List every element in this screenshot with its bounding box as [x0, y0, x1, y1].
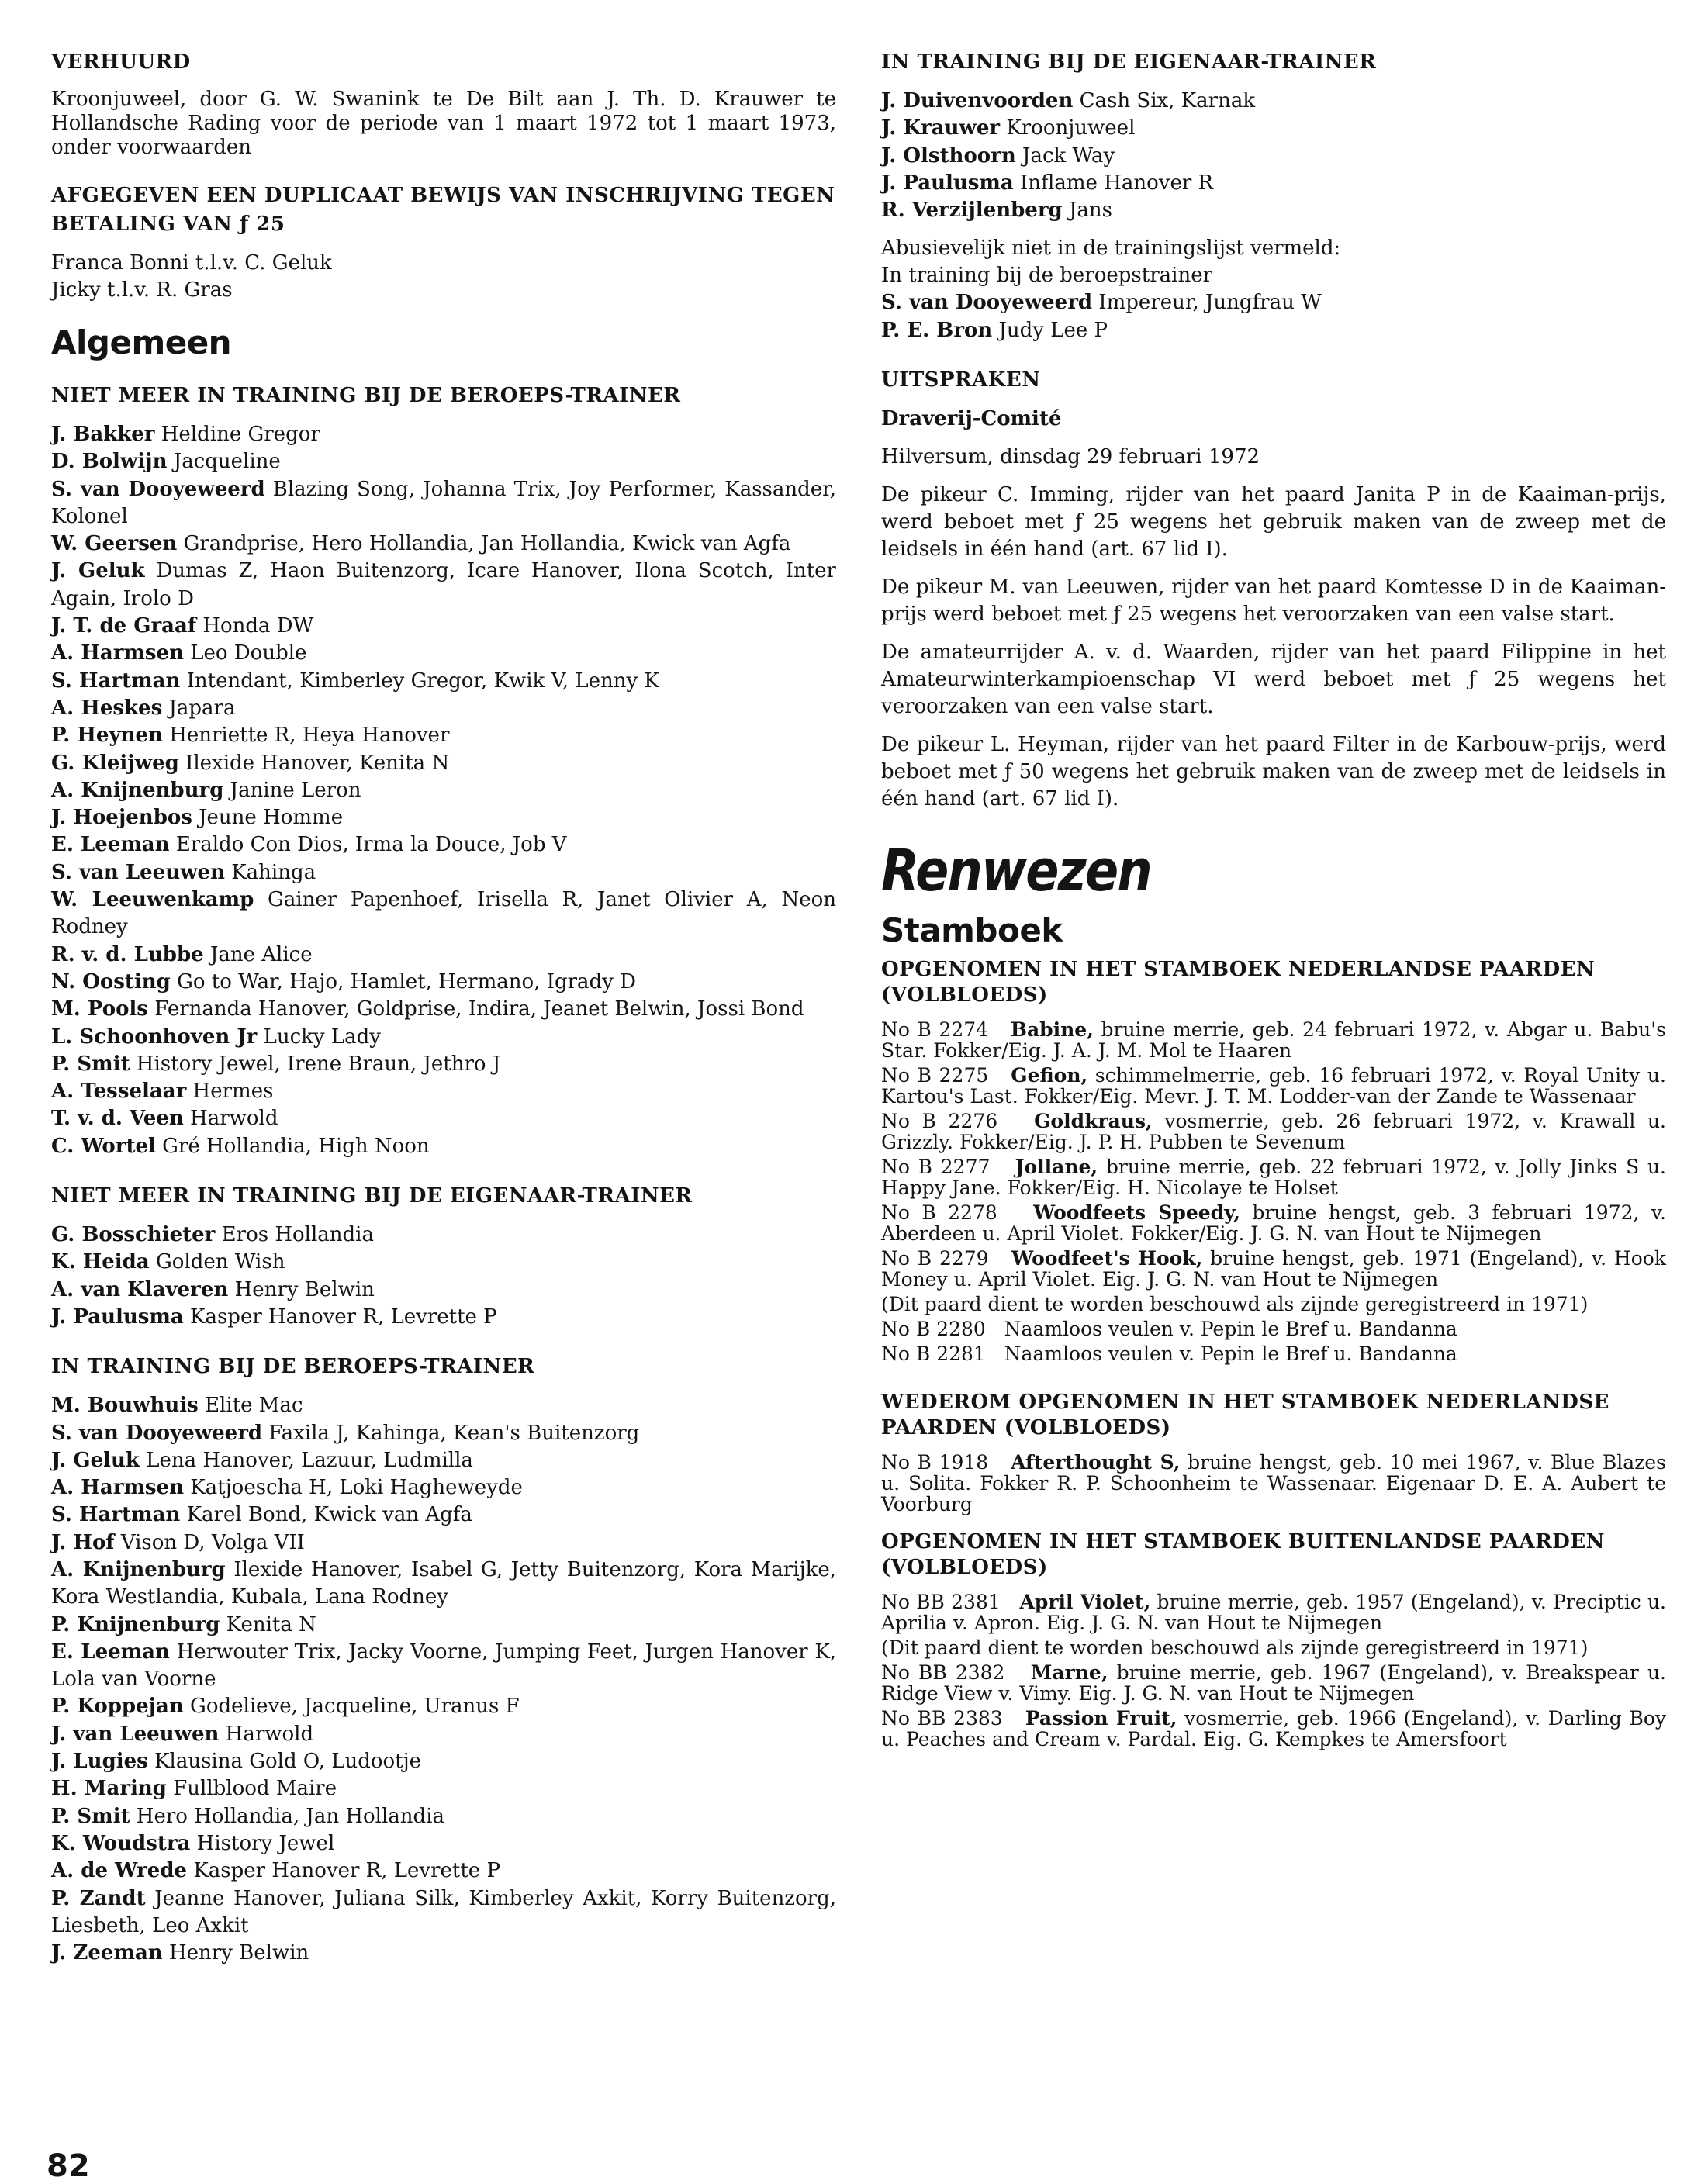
entry-no: No B 2280: [881, 1318, 986, 1341]
duplicaat-item: Jicky t.l.v. R. Gras: [51, 278, 233, 302]
horse-names: Kasper Hanover R, Levrette P: [190, 1305, 497, 1329]
list-item: [881, 170, 1666, 197]
verhuurd-heading: VERHUURD: [51, 50, 191, 74]
horse-names: Cash Six, Karnak: [1079, 89, 1256, 112]
horse-names: Jans: [1068, 199, 1112, 223]
horse-names: Vison D, Volga VII: [120, 1530, 305, 1554]
entry-no: No BB 2382: [881, 1661, 1005, 1685]
trainer-name: K. Heida: [51, 1250, 150, 1274]
horse-names: Inflame Hanover R: [1020, 171, 1214, 195]
duplicaat-list: [51, 250, 836, 304]
entry-no: No B 2279: [881, 1247, 989, 1270]
horse-names: Fernanda Hanover, Goldprise, Indira, Jeanet Belwin, Jossi Bond: [154, 997, 804, 1021]
buitenland-entry: [881, 1662, 1666, 1704]
stamboek-entry: [881, 1019, 1666, 1061]
horse-names: Jeune Homme: [199, 806, 344, 830]
list-item: [51, 1304, 836, 1331]
horse-names: Karel Bond, Kwick van Agfa: [186, 1503, 472, 1527]
list-item: [51, 476, 836, 531]
entry-no: No B 2276: [881, 1110, 998, 1133]
trainer-name: A. Knijnenburg: [51, 778, 224, 802]
uitspraken-date: Hilversum, dinsdag 29 februari 1972: [881, 445, 1260, 469]
stamboek-entry: [881, 1156, 1666, 1198]
list-item: [51, 1447, 836, 1474]
entry-text: bruine merrie, geb. 1967 (Engeland), v. Breakspear u. Ridge View v. Vimy. Eig. J. G. N. van Hout te Nijmegen: [881, 1661, 1667, 1705]
horse-names: Kenita N: [226, 1612, 316, 1636]
entry-text: bruine merrie, geb. 22 februari 1972, v. Jolly Jinks S u. Happy Jane. Fokker/Eig. H. Nicolaye te Holset: [881, 1156, 1667, 1200]
trainer-name: J. Lugies: [51, 1750, 148, 1774]
buitenland-entry: [881, 1591, 1666, 1633]
horse-names: Janine Leron: [230, 778, 361, 802]
horse-names: Henry Belwin: [168, 1941, 309, 1965]
horse-names: Dumas Z, Haon Buitenzorg, Icare Hanover, Ilona Scotch, Inter Again, Irolo D: [51, 559, 836, 610]
trainer-name: J. Hof: [51, 1530, 115, 1554]
in-eigenaar-list: [881, 88, 1666, 224]
entry-no: No BB 2381: [881, 1591, 1001, 1614]
in-beroeps-list: [51, 1392, 836, 1967]
list-item: [881, 115, 1666, 142]
abusievelijk-line-2: In training bij de beroepstrainer: [881, 264, 1213, 288]
trainer-name: P. Smit: [51, 1804, 130, 1828]
list-item: [51, 558, 836, 613]
trainer-name: D. Bolwijn: [51, 450, 168, 474]
trainer-name: J. Zeeman: [51, 1941, 163, 1965]
trainer-name: J. Geluk: [51, 1448, 140, 1472]
trainer-name: A. Heskes: [51, 696, 163, 720]
trainer-name: W. Leeuwenkamp: [51, 888, 254, 912]
horse-names: Eros Hollandia: [221, 1223, 374, 1247]
trainer-name: K. Woudstra: [51, 1831, 191, 1855]
horse-names: Henry Belwin: [234, 1277, 375, 1301]
trainer-name: A. Harmsen: [51, 1476, 184, 1500]
trainer-name: J. Krauwer: [881, 116, 1001, 140]
list-item: [51, 421, 836, 448]
stamboek-entry: [881, 1065, 1666, 1107]
list-item: [51, 1940, 836, 1967]
in-beroeps-heading: IN TRAINING BIJ DE BEROEPS-TRAINER: [51, 1355, 535, 1379]
horse-names: Jacqueline: [173, 450, 281, 474]
trainer-name: J. Olsthoorn: [881, 143, 1016, 168]
list-item: [51, 1639, 836, 1694]
list-item: [51, 1392, 836, 1419]
stamboek-heading: Stamboek: [881, 911, 1063, 950]
uitspraak-paragraph: De amateurrijder A. v. d. Waarden, rijder van het paard Filippine in het Amateurwinterkampioenschap VI werd beboet met ƒ 25 wegens het veroorzaken van een valse start.: [881, 641, 1666, 719]
stamboek-entry: [881, 1111, 1666, 1152]
list-item: [51, 996, 836, 1023]
entry-text: bruine merrie, geb. 1957 (Engeland), v. Preciptic u. Aprilia v. Apron. Eig. J. G. N. van Hout te Nijmegen: [881, 1591, 1666, 1635]
eigenaar-heading: NIET MEER IN TRAINING BIJ DE EIGENAAR-TRAINER: [51, 1184, 693, 1208]
entry-horse: Babine,: [1010, 1018, 1094, 1042]
algemeen-heading: Algemeen: [51, 323, 232, 361]
horse-names: Go to War, Hajo, Hamlet, Hermano, Igrady D: [177, 969, 636, 994]
beroeps-heading: NIET MEER IN TRAINING BIJ DE BEROEPS-TRAINER: [51, 384, 681, 407]
trainer-name: T. v. d. Veen: [51, 1107, 184, 1131]
duplicaat-item: Franca Bonni t.l.v. C. Geluk: [51, 251, 332, 275]
duplicaat-heading: AFGEGEVEN EEN DUPLICAAT BEWIJS VAN INSCHRIJVING TEGEN BETALING VAN ƒ 25: [51, 184, 835, 236]
trainer-name: W. Geersen: [51, 532, 178, 556]
stamboek-entry: [881, 1318, 1666, 1339]
renwezen-heading: Renwezen: [881, 838, 1152, 905]
trainer-name: R. Verzijlenberg: [881, 199, 1063, 223]
trainer-name: P. Smit: [51, 1052, 130, 1076]
list-item: [51, 1051, 836, 1078]
stamboek-note: (Dit paard dient te worden beschouwd als zijnde geregistreerd in 1971): [881, 1293, 1589, 1316]
horse-names: Hermes: [192, 1080, 274, 1104]
horse-names: Klausina Gold O, Ludootje: [154, 1750, 422, 1774]
horse-names: Ilexide Hanover, Kenita N: [185, 751, 450, 775]
horse-names: Honda DW: [202, 614, 314, 638]
entry-no: No B 2277: [881, 1156, 991, 1179]
entry-no: No B 1918: [881, 1451, 989, 1474]
in-eigenaar-heading: IN TRAINING BIJ DE EIGENAAR-TRAINER: [881, 50, 1377, 74]
list-item: [51, 1078, 836, 1105]
list-item: [51, 1803, 836, 1830]
horse-names: Heldine Gregor: [161, 423, 320, 446]
entry-horse: Gefion,: [1011, 1064, 1088, 1087]
trainer-name: P. Heynen: [51, 724, 163, 748]
right-column: [881, 48, 1666, 1754]
trainer-name: S. Hartman: [51, 1503, 181, 1527]
entry-no: No BB 2383: [881, 1707, 1003, 1730]
entry-horse: Woodfeet's Hook,: [1011, 1247, 1203, 1270]
entry-horse: Jollane,: [1015, 1156, 1098, 1179]
horse-names: History Jewel: [196, 1831, 335, 1855]
trainer-name: S. van Leeuwen: [51, 860, 225, 884]
list-item: [881, 317, 1666, 344]
horse-names: Katjoescha H, Loki Hagheweyde: [190, 1476, 523, 1500]
uitspraak-paragraph: De pikeur C. Imming, rijder van het paard Janita P in de Kaaiman-prijs, werd beboet met ƒ 25 wegens het gebruik maken van de zweep met de leidsels in één hand (art. 67 lid I).: [881, 483, 1666, 562]
uitspraak-paragraph: De pikeur M. van Leeuwen, rijder van het paard Komtesse D in de Kaaiman-prijs werd beboet met ƒ 25 wegens het veroorzaken van een valse start.: [881, 575, 1666, 627]
horse-names: Kahinga: [231, 860, 316, 884]
list-item: [51, 1830, 836, 1857]
horse-names: Impereur, Jungfrau W: [1098, 291, 1322, 315]
list-item: [51, 777, 836, 804]
trainer-name: E. Leeman: [51, 1640, 170, 1664]
list-item: [51, 640, 836, 667]
uitspraak-paragraph: De pikeur L. Heyman, rijder van het paard Filter in de Karbouw-prijs, werd beboet met ƒ 50 wegens het gebruik maken van de zweep met de leidsels in één hand (art. 67 lid I).: [881, 733, 1666, 811]
wederom-entry: [881, 1452, 1666, 1515]
horse-names: Intendant, Kimberley Gregor, Kwik V, Lenny K: [186, 669, 659, 693]
trainer-name: M. Bouwhuis: [51, 1394, 199, 1418]
list-item: [51, 1024, 836, 1051]
list-item: [51, 831, 836, 859]
entry-no: No B 2275: [881, 1064, 989, 1087]
stamboek-extra-list: [881, 1318, 1666, 1364]
trainer-name: S. van Dooyeweerd: [51, 477, 265, 501]
horse-names: Herwouter Trix, Jacky Voorne, Jumping Feet, Jurgen Hanover K, Lola van Voorne: [51, 1640, 837, 1692]
horse-names: Grandprise, Hero Hollandia, Jan Hollandia, Kwick van Agfa: [183, 532, 791, 556]
horse-names: Eraldo Con Dios, Irma la Douce, Job V: [175, 833, 567, 857]
trainer-name: H. Maring: [51, 1777, 167, 1801]
trainer-name: P. Knijnenburg: [51, 1612, 220, 1636]
entry-text: bruine hengst, geb. 3 februari 1972, v. Aberdeen u. April Violet. Fokker/Eig. J. G. N. van Hout te Nijmegen: [881, 1201, 1667, 1246]
entry-horse: Marne,: [1030, 1661, 1108, 1685]
horse-names: Ilexide Hanover, Isabel G, Jetty Buitenzorg, Kora Marijke, Kora Westlandia, Kubala, Lana Rodney: [51, 1557, 836, 1609]
trainer-name: A. Harmsen: [51, 641, 184, 665]
list-item: [881, 197, 1666, 224]
entry-no: No B 2278: [881, 1201, 997, 1225]
abusievelijk-list: [881, 289, 1666, 344]
entry-horse: Woodfeets Speedy,: [1033, 1201, 1240, 1225]
list-item: [51, 1529, 836, 1557]
horse-names: Golden Wish: [155, 1250, 285, 1274]
trainer-name: J. Bakker: [51, 423, 155, 446]
list-item: [51, 613, 836, 640]
trainer-name: S. Hartman: [51, 669, 181, 693]
horse-names: Hero Hollandia, Jan Hollandia: [136, 1804, 444, 1828]
list-item: [51, 1775, 836, 1802]
trainer-name: E. Leeman: [51, 833, 170, 857]
uitspraken-heading: UITSPRAKEN: [881, 368, 1041, 392]
entry-text: bruine hengst, geb. 10 mei 1967, v. Blue Blazes u. Solita. Fokker R. P. Schoonheim te Wassenaar. Eigenaar D. E. A. Aubert te Voorburg: [881, 1451, 1666, 1516]
list-item: [51, 1612, 836, 1639]
entry-text: Naamloos veulen v. Pepin le Bref u. Bandanna: [1004, 1318, 1457, 1341]
horse-names: Lena Hanover, Lazuur, Ludmilla: [146, 1448, 473, 1472]
list-item: [51, 859, 836, 886]
horse-names: Jane Alice: [209, 942, 313, 966]
list-item: [51, 1885, 836, 1940]
verhuurd-text: Kroonjuweel, door G. W. Swanink te De Bilt aan J. Th. D. Krauwer te Hollandsche Rading voor de periode van 1 maart 1972 tot 1 maart 1973, onder voorwaarden: [51, 88, 836, 159]
horse-names: History Jewel, Irene Braun, Jethro J: [136, 1052, 501, 1076]
entry-horse: April Violet,: [1019, 1591, 1151, 1614]
list-item: [51, 668, 836, 695]
entry-text: vosmerrie, geb. 26 februari 1972, v. Krawall u. Grizzly. Fokker/Eig. J. P. H. Pubben te Sevenum: [881, 1110, 1666, 1154]
trainer-name: J. Geluk: [51, 559, 145, 583]
trainer-name: J. van Leeuwen: [51, 1722, 220, 1746]
entry-text: bruine hengst, geb. 1971 (Engeland), v. Hook Money u. April Violet. Eig. J. G. N. van Hout te Nijmegen: [881, 1247, 1666, 1291]
uitspraken-paragraphs: [881, 482, 1666, 813]
horse-names: Elite Mac: [205, 1394, 303, 1418]
trainer-name: P. Koppejan: [51, 1695, 184, 1719]
comite-label: Draverij-Comité: [881, 407, 1062, 431]
list-item: [51, 448, 836, 475]
list-item: [51, 1721, 836, 1748]
stamboek-entry: [881, 1343, 1666, 1364]
stamboek-entry: [881, 1248, 1666, 1290]
buitenland-list: [881, 1591, 1666, 1750]
entry-no: No B 2281: [881, 1343, 986, 1366]
trainer-name: J. Paulusma: [51, 1305, 184, 1329]
trainer-name: M. Pools: [51, 997, 148, 1021]
list-item: [51, 1105, 836, 1132]
horse-names: Jeanne Hanover, Juliana Silk, Kimberley Axkit, Korry Buitenzorg, Liesbeth, Leo Axkit: [51, 1886, 836, 1937]
trainer-name: G. Kleijweg: [51, 751, 179, 775]
list-item: [51, 1857, 836, 1885]
list-item: [51, 1748, 836, 1775]
page-number: 82: [47, 2148, 90, 2184]
trainer-name: R. v. d. Lubbe: [51, 942, 204, 966]
trainer-name: A. Tesselaar: [51, 1080, 187, 1104]
horse-names: Godelieve, Jacqueline, Uranus F: [190, 1695, 520, 1719]
trainer-name: P. E. Bron: [881, 318, 993, 342]
list-item: [51, 886, 836, 942]
horse-names: Blazing Song, Johanna Trix, Joy Performer, Kassander, Kolonel: [51, 477, 836, 528]
list-item: [51, 1474, 836, 1502]
list-item: [51, 1222, 836, 1249]
list-item: [51, 1277, 836, 1304]
list-item: [51, 942, 836, 969]
horse-names: Jack Way: [1022, 143, 1115, 168]
trainer-name: J. Hoejenbos: [51, 806, 192, 830]
horse-names: Gainer Papenhoef, Irisella R, Janet Olivier A, Neon Rodney: [51, 888, 836, 939]
trainer-name: J. Duivenvoorden: [881, 89, 1074, 112]
horse-names: Faxila J, Kahinga, Kean's Buitenzorg: [268, 1421, 640, 1445]
list-item: [51, 969, 836, 996]
entry-text: vosmerrie, geb. 1966 (Engeland), v. Darling Boy u. Peaches and Cream v. Pardal. Eig. G. Kempkes te Amersfoort: [881, 1707, 1667, 1751]
buitenland-note: (Dit paard dient te worden beschouwd als zijnde geregistreerd in 1971): [881, 1636, 1589, 1660]
horse-names: Japara: [168, 696, 236, 720]
horse-names: Gré Hollandia, High Noon: [162, 1134, 430, 1158]
list-item: [51, 530, 836, 558]
list-item: [51, 1133, 836, 1160]
list-item: [51, 1502, 836, 1529]
abusievelijk-line-1: Abusievelijk niet in de trainingslijst vermeld:: [881, 237, 1341, 261]
entry-text: schimmelmerrie, geb. 16 februari 1972, v. Royal Unity u. Kartou's Last. Fokker/Eig. Mevr. J. T. M. Lodder-van der Zande te Wassenaar: [881, 1064, 1666, 1108]
list-item: [51, 1249, 836, 1276]
horse-names: Henriette R, Heya Hanover: [169, 724, 450, 748]
trainer-name: C. Wortel: [51, 1134, 156, 1158]
stamboek-title: OPGENOMEN IN HET STAMBOEK NEDERLANDSE PAARDEN (VOLBLOEDS): [881, 958, 1596, 1007]
list-item: [51, 722, 836, 749]
stamboek-list: [881, 1019, 1666, 1290]
trainer-name: A. van Klaveren: [51, 1277, 229, 1301]
entry-text: bruine merrie, geb. 24 februari 1972, v. Abgar u. Babu's Star. Fokker/Eig. J. A. J. M. Mol te Haaren: [881, 1018, 1666, 1063]
list-item: [51, 1693, 836, 1720]
entry-no: No B 2274: [881, 1018, 989, 1042]
trainer-name: L. Schoonhoven Jr: [51, 1025, 258, 1049]
buitenland-title: OPGENOMEN IN HET STAMBOEK BUITENLANDSE PAARDEN (VOLBLOEDS): [881, 1530, 1605, 1580]
trainer-name: N. Oosting: [51, 969, 171, 994]
trainer-name: A. Knijnenburg: [51, 1557, 226, 1581]
horse-names: Judy Lee P: [998, 318, 1108, 342]
wederom-title: WEDEROM OPGENOMEN IN HET STAMBOEK NEDERLANDSE PAARDEN (VOLBLOEDS): [881, 1391, 1609, 1440]
stamboek-entry: [881, 1202, 1666, 1244]
list-item: [881, 88, 1666, 115]
horse-names: Kasper Hanover R, Levrette P: [193, 1859, 500, 1883]
horse-names: Leo Double: [190, 641, 307, 665]
trainer-name: G. Bosschieter: [51, 1223, 216, 1247]
eigenaar-list: [51, 1222, 836, 1331]
trainer-name: P. Zandt: [51, 1886, 146, 1910]
entry-horse: Afterthought S,: [1011, 1451, 1181, 1474]
list-item: [51, 1420, 836, 1447]
entry-horse: Goldkraus,: [1034, 1110, 1153, 1133]
horse-names: Kroonjuweel: [1006, 116, 1136, 140]
list-item: [881, 143, 1666, 170]
buitenland-entry: [881, 1708, 1666, 1750]
trainer-name: S. van Dooyeweerd: [51, 1421, 263, 1445]
horse-names: Harwold: [225, 1722, 314, 1746]
list-item: [881, 289, 1666, 316]
trainer-name: J. Paulusma: [881, 171, 1014, 195]
trainer-name: J. T. de Graaf: [51, 614, 197, 638]
entry-text: Naamloos veulen v. Pepin le Bref u. Bandanna: [1004, 1343, 1457, 1366]
list-item: [51, 1557, 836, 1612]
list-item: [51, 750, 836, 777]
horse-names: Fullblood Maire: [173, 1777, 337, 1801]
trainer-name: A. de Wrede: [51, 1859, 188, 1883]
list-item: [51, 804, 836, 831]
beroeps-list: [51, 421, 836, 1160]
horse-names: Harwold: [190, 1107, 278, 1131]
entry-horse: Passion Fruit,: [1025, 1707, 1177, 1730]
list-item: [51, 695, 836, 722]
horse-names: Lucky Lady: [263, 1025, 381, 1049]
left-column: [51, 48, 836, 1967]
trainer-name: S. van Dooyeweerd: [881, 291, 1093, 315]
